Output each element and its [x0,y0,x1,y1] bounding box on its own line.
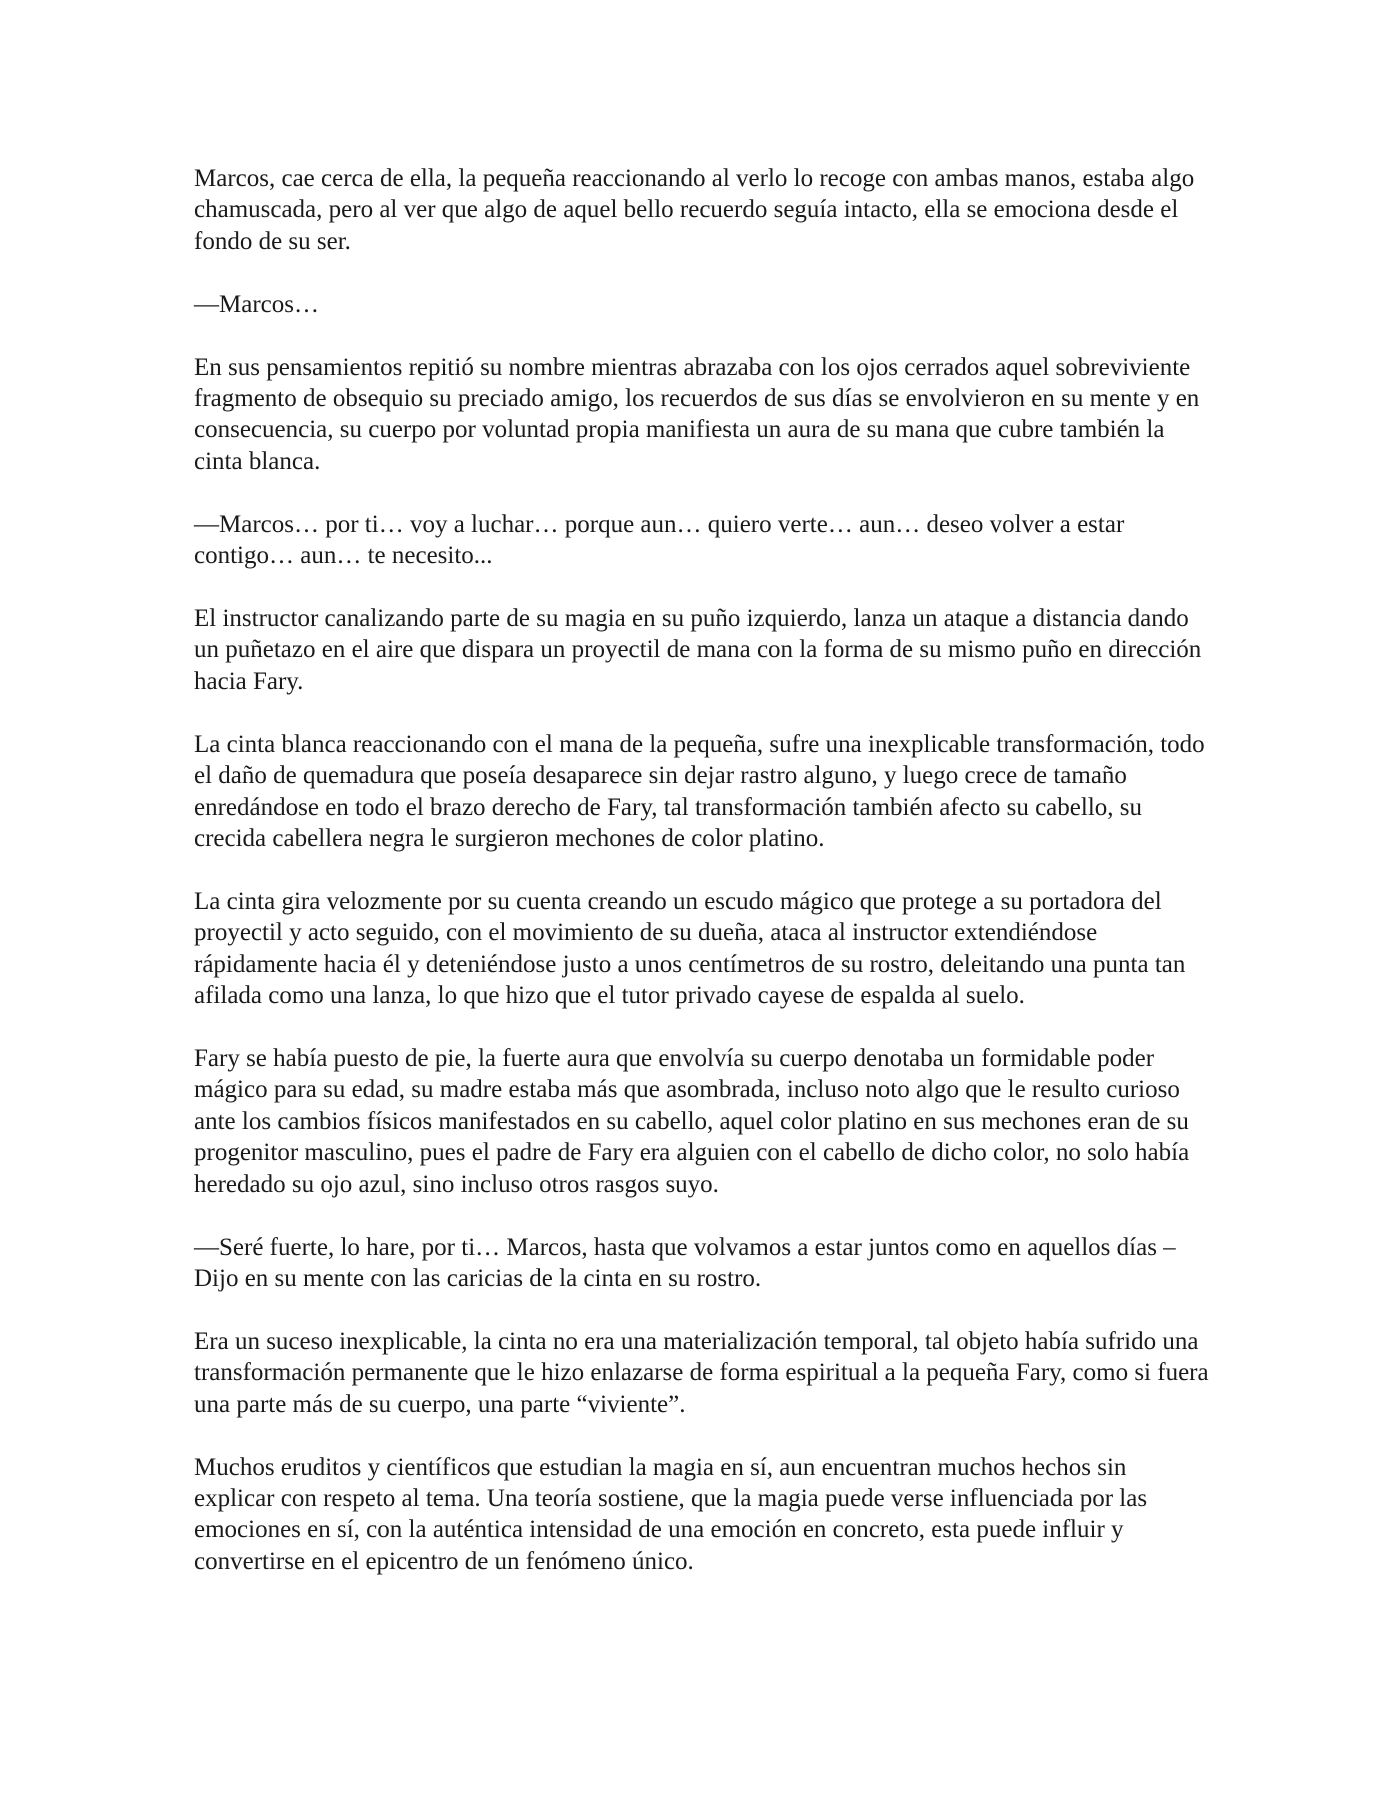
paragraph-5: El instructor canalizando parte de su magia en su puño izquierdo, lanza un ataque a distancia dando un puñetazo en el aire que dispara un proyectil de mana con la forma de su mismo puño en dirección hacia Fary. [194,605,1202,695]
paragraph-4: —Marcos… por ti… voy a luchar… porque aun… quiero verte… aun… deseo volver a estar contigo… aun… te necesito... [194,510,1125,570]
paragraph-9: —Seré fuerte, lo hare, por ti… Marcos, hasta que volvamos a estar juntos como en aquellos días –Dijo en su mente con las caricias de la cinta en su rostro. [194,1233,1176,1292]
paragraph-10: Era un suceso inexplicable, la cinta no era una materialización temporal, tal objeto había sufrido una transformación permanente que le hizo enlazarse de forma espiritual a la pequeña Fary, como si fuera una parte más de su cuerpo, una parte “viviente”. [194,1327,1209,1418]
paragraph-3: En sus pensamientos repitió su nombre mientras abrazaba con los ojos cerrados aquel sobreviviente fragmento de obsequio su preciado amigo, los recuerdos de sus días se envolvieron en su mente y en consecuencia, su cuerpo por voluntad propia manifiesta un aura de su mana que cubre también la cinta blanca. [194,353,1200,475]
paragraph-11: Muchos eruditos y científicos que estudian la magia en sí, aun encuentran muchos hechos sin explicar con respeto al tema. Una teoría sostiene, que la magia puede verse influenciada por las emociones en sí, con la auténtica intensidad de una emoción en concreto, esta puede influir y convertirse en el epicentro de un fenómeno único. [194,1453,1148,1575]
paragraph-8: Fary se había puesto de pie, la fuerte aura que envolvía su cuerpo denotaba un formidable poder mágico para su edad, su madre estaba más que asombrada, incluso noto algo que le resulto curioso ante los cambios físicos manifestados en su cabello, aquel color platino en sus mechones eran de su progenitor masculino, pues el padre de Fary era alguien con el cabello de dicho color, no solo había heredado su ojo azul, sino incluso otros rasgos suyo. [194,1045,1190,1198]
paragraph-6: La cinta blanca reaccionando con el mana de la pequeña, sufre una inexplicable transformación, todo el daño de quemadura que poseía desaparece sin dejar rastro alguno, y luego crece de tamaño enredándose en todo el brazo derecho de Fary, tal transformación también afecto su cabello, su crecida cabellera negra le surgieron mechones de color platino. [194,730,1205,852]
paragraph-7: La cinta gira velozmente por su cuenta creando un escudo mágico que protege a su portadora del proyectil y acto seguido, con el movimiento de su dueña, ataca al instructor extendiéndose rápidamente hacia él y deteniéndose justo a unos centímetros de su rostro, deleitando una punta tan afilada como una lanza, lo que hizo que el tutor privado cayese de espalda al suelo. [194,887,1186,1010]
paragraph-1: Marcos, cae cerca de ella, la pequeña reaccionando al verlo lo recoge con ambas manos, estaba algo chamuscada, pero al ver que algo de aquel bello recuerdo seguía intacto, ella se emociona desde el fondo de su ser. [194,165,1195,255]
paragraph-2: —Marcos… [194,290,319,318]
